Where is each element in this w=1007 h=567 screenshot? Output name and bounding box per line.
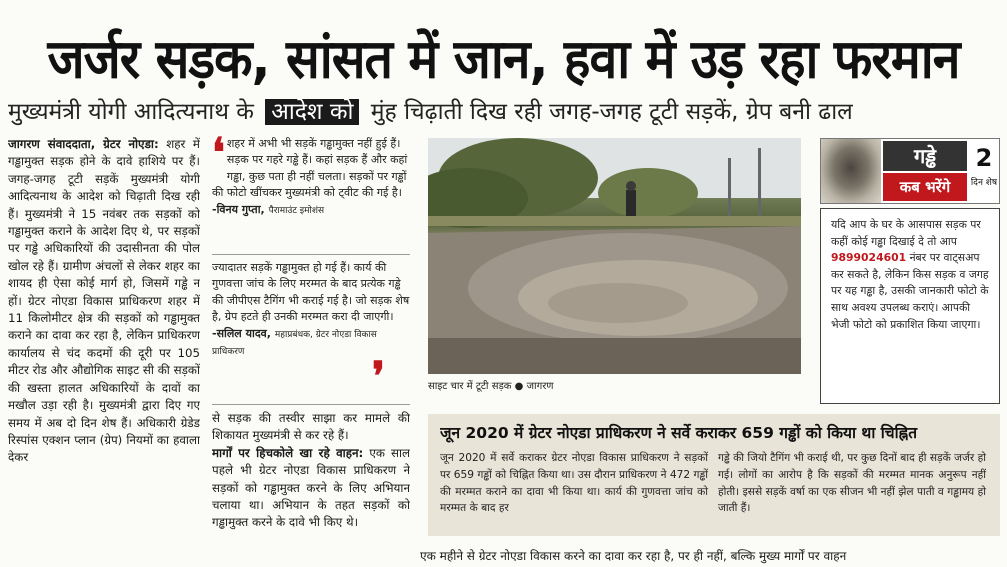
quote-2-text: ज्यादातर सड़कें गड्ढामुक्त हो गई हैं। कार्य की गुणवत्ता जांच के लिए मरम्मत के बाद प्रत्येक गड्ढे की जीपीएस टैगिंग भी कराई गई है। जो सड़क शेष है, ग्रेप हटते ही उनकी मरम्मत करा दी जाएगी। bbox=[212, 261, 410, 324]
subhead-pre: मुख्यमंत्री योगी आदित्यनाथ के bbox=[8, 99, 254, 125]
badge-days-label: दिन शेष bbox=[970, 178, 998, 188]
quote-1-signer-name: -विनय गुप्ता, bbox=[212, 202, 265, 216]
article-subheading: मार्गों पर हिचकोले खा रहे वाहन: bbox=[212, 445, 364, 460]
survey-panel-col-1: जून 2020 में सर्वे कराकर ग्रेटर नोएडा विकास प्राधिकरण ने सड़कों पर 659 गड्ढों को चिह्नित किया था। उस दौरान प्राधिकरण ने 472 गड्ढों की मरम्मत कराने का दावा भी किया था। कार्य की गुणवत्ता जांच को मरम्मत के बाद हर bbox=[440, 452, 708, 515]
pothole-countdown-badge bbox=[820, 138, 1000, 204]
quote-2-signer-desc: महाप्रबंधक, ग्रेटर नोएडा विकास प्राधिकरण bbox=[212, 329, 377, 358]
photo-caption: साइट चार में टूटी सड़क ● जागरण bbox=[428, 381, 554, 392]
badge-days-count: 2 bbox=[975, 144, 993, 172]
subheadline bbox=[8, 96, 1001, 130]
article-col2-body: एक साल पहले भी ग्रेटर नोएडा विकास प्राधिकरण ने सड़कों को गड्ढामुक्त करने के लिए अभियान चलाया था। अभियान के तहत सड़कों को गड्ढामुक्त करने के दावे भी किए थे। bbox=[212, 445, 410, 530]
quote-1-signer bbox=[212, 203, 324, 216]
subhead-highlight: आदेश को bbox=[265, 99, 359, 125]
quote-2-signer-name: -सलिल यादव, bbox=[212, 326, 271, 340]
reader-appeal-box bbox=[820, 208, 1000, 404]
pothole-thumbnail bbox=[821, 139, 881, 203]
survey-panel-col-2: गड्ढे की जियो टैगिंग भी कराई थी, पर कुछ दिनों बाद ही सड़कें जर्जर हो गई। लोगों का आरोप है कि सड़कों की मरम्मत मानक अनुरूप नहीं होती। इससे सड़कें वर्षा का एक सीजन भी नहीं झेल पाती व गड्ढामय हो जाती हैं। bbox=[718, 452, 986, 515]
survey-panel bbox=[428, 414, 1000, 536]
article-col2-lead: से सड़क की तस्वीर साझा कर मामले की शिकायत मुख्यमंत्री से कर रहे हैं। bbox=[212, 411, 410, 443]
quote-box-1 bbox=[212, 136, 410, 252]
quote-1-text: शहर में अभी भी सड़कें गड्ढामुक्त नहीं हुई हैं। सड़क पर गहरे गड्ढे हैं। कहां सड़क हैं और कहां गड्ढा, कुछ पता ही नहीं चलता। सड़कों पर गड्ढों की फोटो खींचकर मुख्यमंत्री को ट्वीट की गई है। bbox=[212, 137, 408, 200]
badge-label-potholes: गड्ढे bbox=[883, 141, 967, 171]
appeal-text-pre: यदि आप के घर के आसपास सड़क पर कहीं कोई गड्ढा दिखाई दे तो आप bbox=[831, 218, 981, 248]
headline: जर्जर सड़क, सांसत में जान, हवा में उड़ रहा फरमान bbox=[47, 27, 960, 91]
close-quote-icon: ❜ bbox=[372, 353, 385, 400]
article-continuation: एक महीने से ग्रेटर नोएडा विकास करने का दावा कर रहा है, पर ही नहीं, बल्कि मुख्य मार्गों पर वाहन bbox=[420, 549, 847, 563]
subhead-post: मुंह चिढ़ाती दिख रही जगह-जगह टूटी सड़कें, ग्रेप बनी ढाल bbox=[370, 99, 853, 125]
article-body-1: शहर में गड्ढामुक्त सड़क होने के दावे हाशिये पर हैं। जगह-जगह टूटी सड़कें मुख्यमंत्री योगी आदित्यनाथ के आदेश को चिढ़ाती दिख रही हैं। मुख्यमंत्री ने 15 नवंबर तक सड़कों को गड्ढामुक्त कराने के आदेश दिए थे, पर सड़कों पर गड्ढे अधिकारियों की उदासीनता की पोल खोल रहे हैं। ग्रामीण अंचलों से लेकर शहर का शायद ही ऐसा कोई मार्ग हो, जिसमें गड्ढे न हों। ग्रेटर नोएडा विकास प्राधिकरण शहर में 11 किलोमीटर क्षेत्र की सड़कों को गड्ढामुक्त कराने का दावा कर रहा है, लेकिन प्राधिकरण कार्यालय से चंद कदमों की दूरी पर 105 मीटर रोड और औद्योगिक साइट सी की सड़कों की खस्ता हालत अधिकारियों के दावों का मखौल उड़ा रही है। मुख्यमंत्री द्वारा दिए गए समय में अब दो दिन शेष हैं। अधिकारी ग्रेडेड रिस्पांस एक्शन प्लान (ग्रेप) नियमों का हवाला देकर bbox=[8, 137, 200, 465]
quote-1-signer-desc: पैरामाउंट इमोशंस bbox=[268, 205, 325, 216]
road-photo-illustration bbox=[428, 138, 801, 374]
survey-panel-title: जून 2020 में ग्रेटर नोएडा प्राधिकरण ने सर्वे कराकर 659 गड्ढों को किया था चिह्नित bbox=[440, 424, 918, 442]
divider bbox=[212, 404, 410, 405]
open-quote-icon: ❛ bbox=[212, 136, 225, 176]
byline: जागरण संवाददाता, ग्रेटर नोएडा: bbox=[8, 137, 159, 151]
appeal-text-post: नंबर पर वाट्सअप कर सकते है, लेकिन किस सड़क व जगह पर यह गड्ढा है, उसकी जानकारी फोटो के साथ अवश्य उपलब्ध कराएं। आपकी भेजी फोटो को प्रकाशित किया जाएगा। bbox=[831, 251, 989, 331]
article-column-1 bbox=[8, 136, 200, 567]
divider bbox=[212, 254, 410, 255]
article-column-2 bbox=[212, 410, 410, 567]
road-photo bbox=[428, 138, 801, 374]
whatsapp-number: 9899024601 bbox=[831, 251, 907, 265]
badge-label-when: कब भरेंगे bbox=[883, 173, 967, 201]
quote-2-signer bbox=[212, 327, 377, 357]
